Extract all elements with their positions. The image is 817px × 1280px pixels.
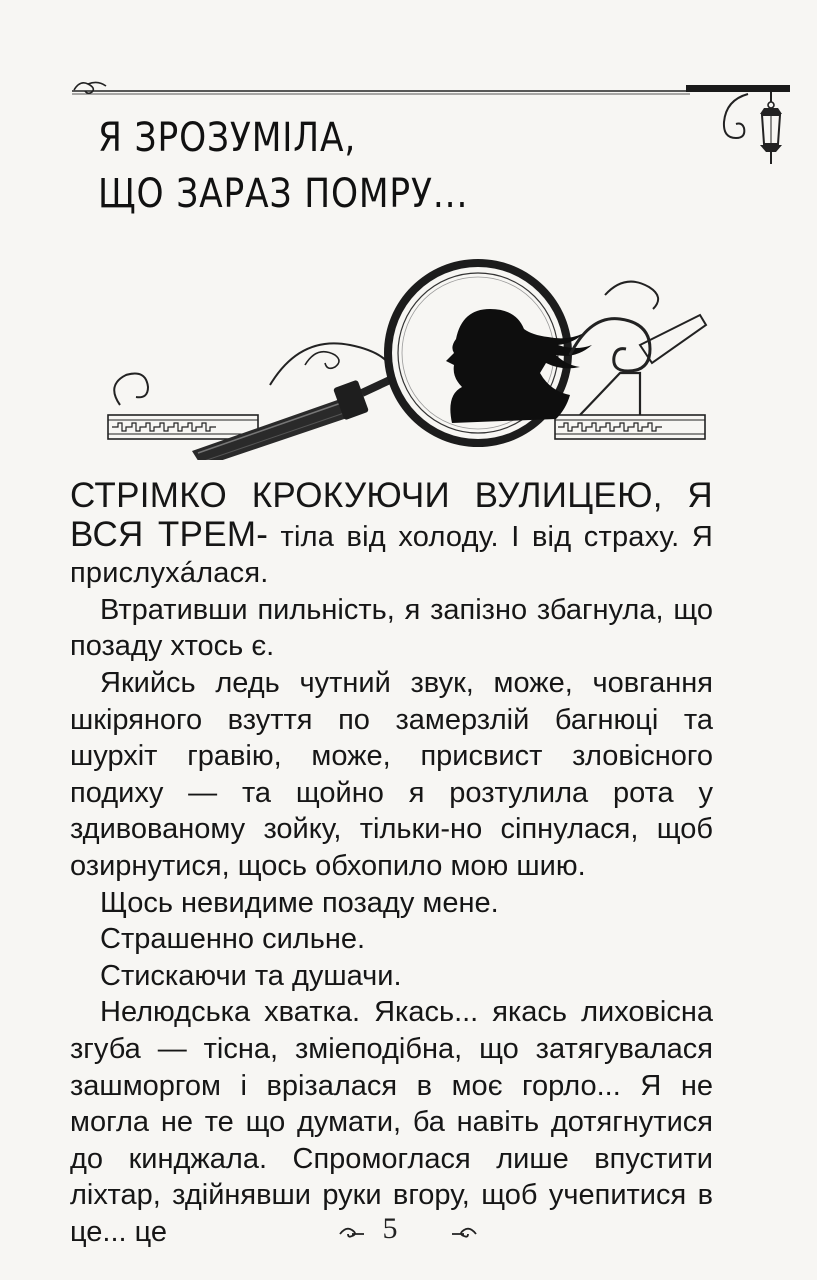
woman-silhouette-icon: [446, 309, 592, 423]
chapter-title: [98, 110, 468, 222]
paragraph: Якийсь ледь чутний звук, може, човгання шкіряного взуття по замерзлій багнюці та шурхіт гравію, може, присвист зловісного подиху — та щойно я розтулила рота у здивованому зойку, тільки-но сіпнулася, щоб озирнутися, щось обхопило мою шию.: [70, 666, 713, 882]
body-text: [70, 478, 713, 1250]
paragraph: Страшенно сильне.: [100, 923, 366, 956]
paragraph: Щось невидиме позаду мене.: [100, 886, 499, 919]
paragraph: Стискаючи та душачи.: [100, 959, 402, 992]
magnifier-emblem: [100, 255, 710, 460]
chapter-title-line: Я ЗРОЗУМІЛА,: [98, 115, 357, 161]
lead-paragraph: [70, 478, 713, 592]
lead-caps: СТРІМКО КРОКУЮЧИ ВУЛИЦЕЮ, Я ВСЯ ТРЕМ-: [70, 476, 713, 554]
paragraph: Втративши пильність, я запізно збагнула, що позаду хтось є.: [70, 593, 713, 663]
lantern-icon: [760, 92, 782, 164]
lead-rest: тіла від холоду. І від страху. Я прислухáлася.: [70, 520, 713, 590]
page-number: 5: [382, 1212, 398, 1245]
decorative-band: [108, 415, 705, 439]
chapter-title-line: ЩО ЗАРАЗ ПОМРУ...: [98, 171, 469, 217]
page-footer: [0, 1212, 817, 1252]
paragraph: Нелюдська хватка. Якась... якась лиховісна згуба — тісна, зміеподібна, що затягувалася зашморгом і врізалася в моє горло... Я не могла не те що думати, ба навіть дотягнутися до кинджала. Спромоглася лише впустити ліхтар, здійнявши руки вгору, щоб учепитися в це... це: [70, 996, 713, 1248]
